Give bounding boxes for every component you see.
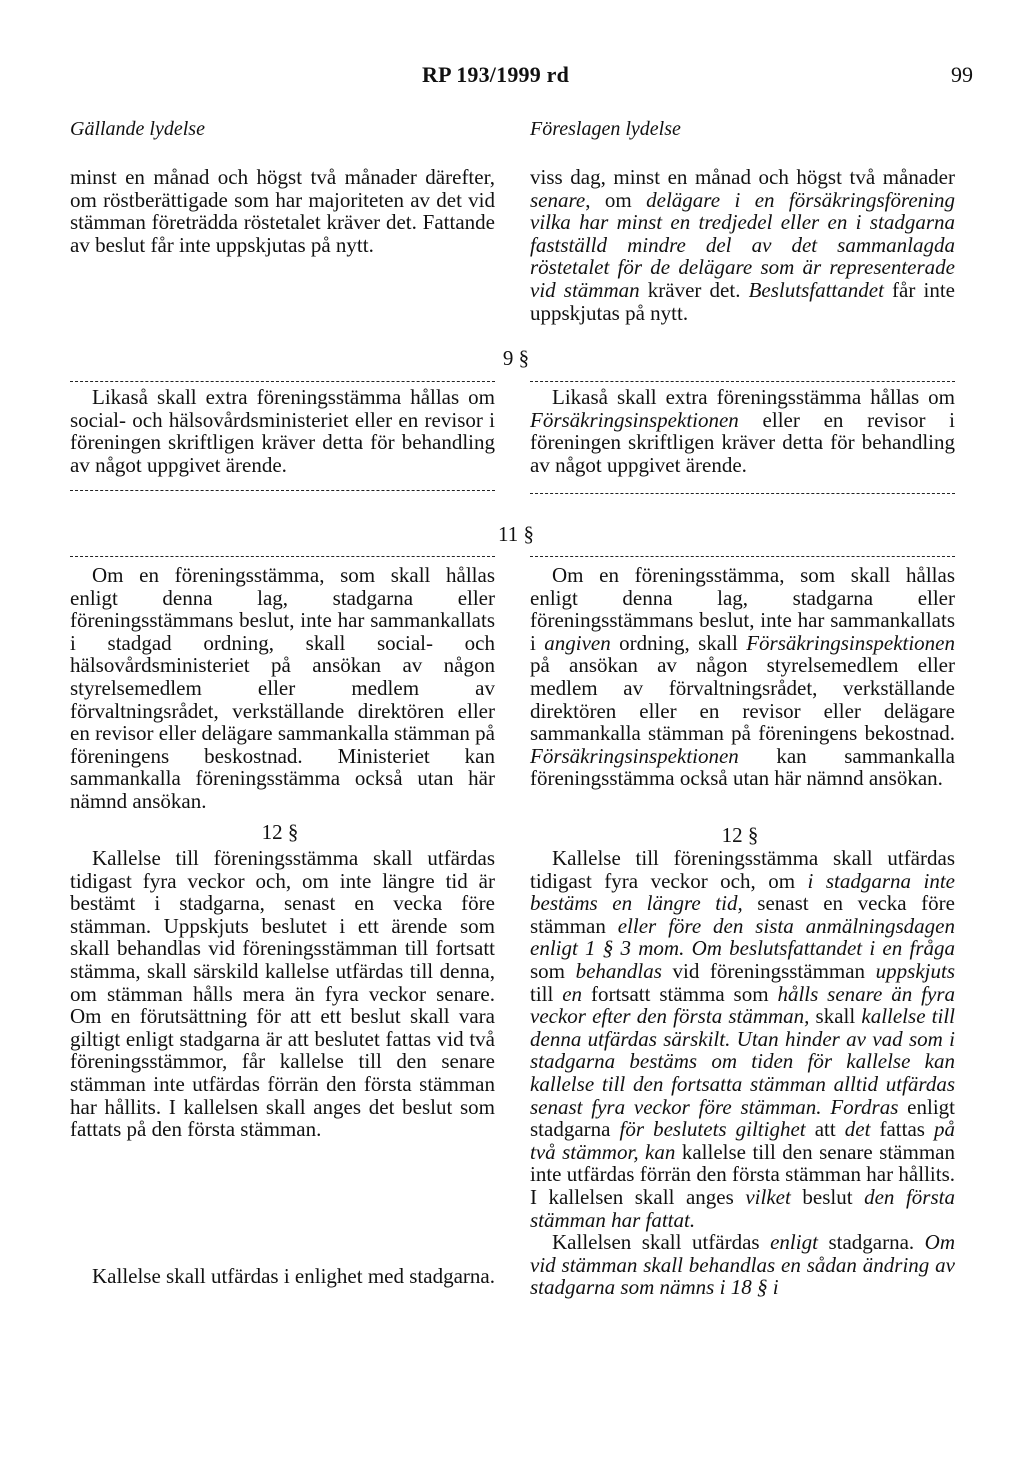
italic-text-run: den första stämman har fattat. — [530, 1184, 955, 1232]
text-run: eller en revisor i föreningen skriftligen kräver detta för behandling av något uppgivet ärende. — [530, 407, 955, 477]
omission-line — [70, 490, 495, 491]
text-run: vid föreningsstämman — [661, 958, 876, 983]
left-paragraph-s12 — [70, 847, 495, 1141]
italic-text-run: kallelse till denna utfärdas särskilt. Utan hinder av vad som i stadgarna bestäms om tiden för kallelse kan kallelse till den fortsatta stämman alltid utfärdas senast fyra veckor före stämman. Fordras — [530, 1004, 955, 1119]
italic-text-run: för beslutets giltighet — [619, 1117, 806, 1142]
text-run: Om en föreningsstämma, som skall hållas enligt denna lag, stadgarna eller föreningsstämmans beslut, inte har sammankallats i — [530, 563, 955, 655]
text-run: som — [530, 958, 576, 983]
text-run: ordning, skall — [610, 630, 747, 655]
text-run: , om — [585, 187, 647, 212]
italic-text-run: en — [562, 981, 583, 1006]
italic-text-run: angiven — [544, 630, 611, 655]
left-paragraph-s9 — [70, 386, 495, 476]
text-run: på ansökan av någon styrelsemedlem eller medlem av förvaltningsrådet, verkställande direktören eller en revisor eller delägare sammankalla stämman på föreningens bekostnad. — [530, 653, 955, 746]
italic-text-run: i stadgarna inte bestäms en längre tid, — [530, 868, 955, 916]
omission-line — [530, 493, 955, 494]
page-header — [0, 62, 1024, 92]
text-run: att — [805, 1117, 845, 1142]
italic-text-run: Beslutsfattandet — [748, 277, 884, 302]
italic-text-run: uppskjuts — [875, 958, 955, 983]
italic-text-run: Försäkringsinspektionen — [530, 743, 739, 768]
left-text-intro: minst en månad och högst två månader därefter, om röstberättigade som har majoriteten av det vid stämman företrädda röstetalet kräver det. Fattande av beslut får inte uppskjutas på nytt. — [70, 165, 495, 257]
section-11-heading: 11 § — [498, 522, 534, 546]
text-run: viss dag, minst en månad och högst två månader — [530, 165, 955, 189]
right-text-s11 — [530, 564, 955, 790]
italic-text-run: delägare i en försäkringsförening vilka har minst en tredjedel eller en i stadgarna fastställd mindre del av det sammanlagda röstetalet för de delägare som är representerade vid stämman — [530, 187, 955, 302]
text-run: enligt stadgarna — [530, 1094, 955, 1142]
omission-line — [530, 381, 955, 382]
left-column-title: Gällande lydelse — [70, 118, 205, 140]
text-run: kallelse till den senare stämman inte utfärdas förrän den första stämman har hållits. I kallelsen skall anges — [530, 1139, 955, 1209]
omission-line — [70, 556, 495, 557]
italic-text-run: enligt — [770, 1230, 818, 1255]
right-paragraph-intro — [530, 166, 955, 324]
section-12-heading-right: 12 § — [721, 823, 759, 847]
italic-text-run: senare — [530, 187, 586, 212]
right-text-s9 — [530, 386, 955, 476]
text-run: kan sammankalla föreningsstämma också utan här nämnd ansökan. — [530, 743, 955, 791]
text-run: beslut — [790, 1184, 865, 1209]
text-run: senast en vecka före stämman — [530, 891, 955, 938]
omission-line — [530, 556, 955, 557]
text-run: Kallelse till föreningsstämma skall utfärdas tidigast fyra veckor och, om — [530, 846, 955, 893]
left-paragraph-s12-b — [70, 1265, 495, 1288]
left-text-s11: Om en föreningsstämma, som skall hållas enligt denna lag, stadgarna eller föreningsstämmans beslut, inte har sammankallats i stadgad ordning, skall social- och hälsovårdsministeriet på ansökan av någon styrelsemedlem eller medlem av förvaltningsrådet, verkställande direktören eller en revisor eller delägare sammankalla stämman på föreningens beskostnad. Ministeriet kan sammankalla föreningsstämma också utan här nämnd ansökan. — [70, 563, 495, 813]
text-run: Kallelsen skall utfärdas — [552, 1230, 771, 1255]
text-run: får inte uppskjutas på nytt. — [530, 277, 955, 325]
italic-text-run: på två stämmor, kan — [530, 1117, 955, 1164]
text-run: stadgarna. — [817, 1230, 925, 1255]
left-text-s12: Kallelse till föreningsstämma skall utfärdas tidigast fyra veckor och, om inte längre tid är bestämt i stadgarna, senast en vecka före stämman. Uppskjuts beslutet i ett ärende som skall behandlas vid föreningsstämman till fortsatt stämma, skall särskild kallelse utfärdas till denna, om stämman hålls mera än fyra veckor senare. Om en förutsättning för att ett beslut skall vara giltigt enligt stadgarna är att beslutet fattas vid två föreningsstämmor, får kallelse till den senare stämman inte utfärdas förrän den första stämman har hållits. I kallelsen skall anges det beslut som fattats på den första stämman. — [70, 846, 495, 1142]
italic-text-run: Om vid stämman skall behandlas en sådan ändring av stadgarna som nämns i 18 § i — [530, 1230, 955, 1300]
left-paragraph-s11 — [70, 564, 495, 813]
italic-text-run: behandlas — [575, 958, 662, 983]
text-run: fattas — [870, 1117, 934, 1142]
right-paragraph-s9 — [530, 386, 955, 476]
text-run: kräver det. — [639, 277, 749, 302]
left-paragraph-intro — [70, 166, 495, 256]
text-run: skall — [809, 1004, 862, 1029]
right-paragraph-s12 — [530, 847, 955, 1299]
italic-text-run: eller före den sista anmälningsdagen enligt 1 § 3 mom. Om beslutsfattandet i en fråga — [530, 913, 955, 961]
page-number: 99 — [951, 62, 973, 87]
right-text-intro — [530, 166, 955, 324]
left-text-s9: Likaså skall extra föreningsstämma hållas om social- och hälsovårdsministeriet eller en revisor i föreningen skriftligen kräver detta för behandling av något uppgivet ärende. — [70, 385, 495, 477]
right-text-s12 — [530, 847, 955, 1231]
italic-text-run: Försäkringsinspektionen — [530, 407, 739, 432]
text-run: fortsatt stämma som — [582, 981, 778, 1006]
italic-text-run: Försäkringsinspektionen — [746, 630, 955, 655]
text-run: Likaså skall extra föreningsstämma hållas om — [552, 385, 955, 409]
right-text-s12-b — [530, 1231, 955, 1299]
text-run: till — [530, 981, 563, 1006]
italic-text-run: vilket — [745, 1184, 791, 1209]
section-12-heading-left: 12 § — [261, 820, 299, 844]
italic-text-run: hålls senare än fyra veckor efter den första stämman, — [530, 981, 955, 1029]
left-text-s12-b: Kallelse skall utfärdas i enlighet med stadgarna. — [92, 1264, 495, 1288]
omission-line — [70, 381, 495, 382]
right-column-title: Föreslagen lydelse — [530, 118, 681, 140]
right-paragraph-s11 — [530, 564, 955, 790]
running-head: RP 193/1999 rd — [422, 62, 570, 87]
italic-text-run: det — [844, 1117, 871, 1142]
section-9-heading: 9 § — [502, 346, 530, 370]
